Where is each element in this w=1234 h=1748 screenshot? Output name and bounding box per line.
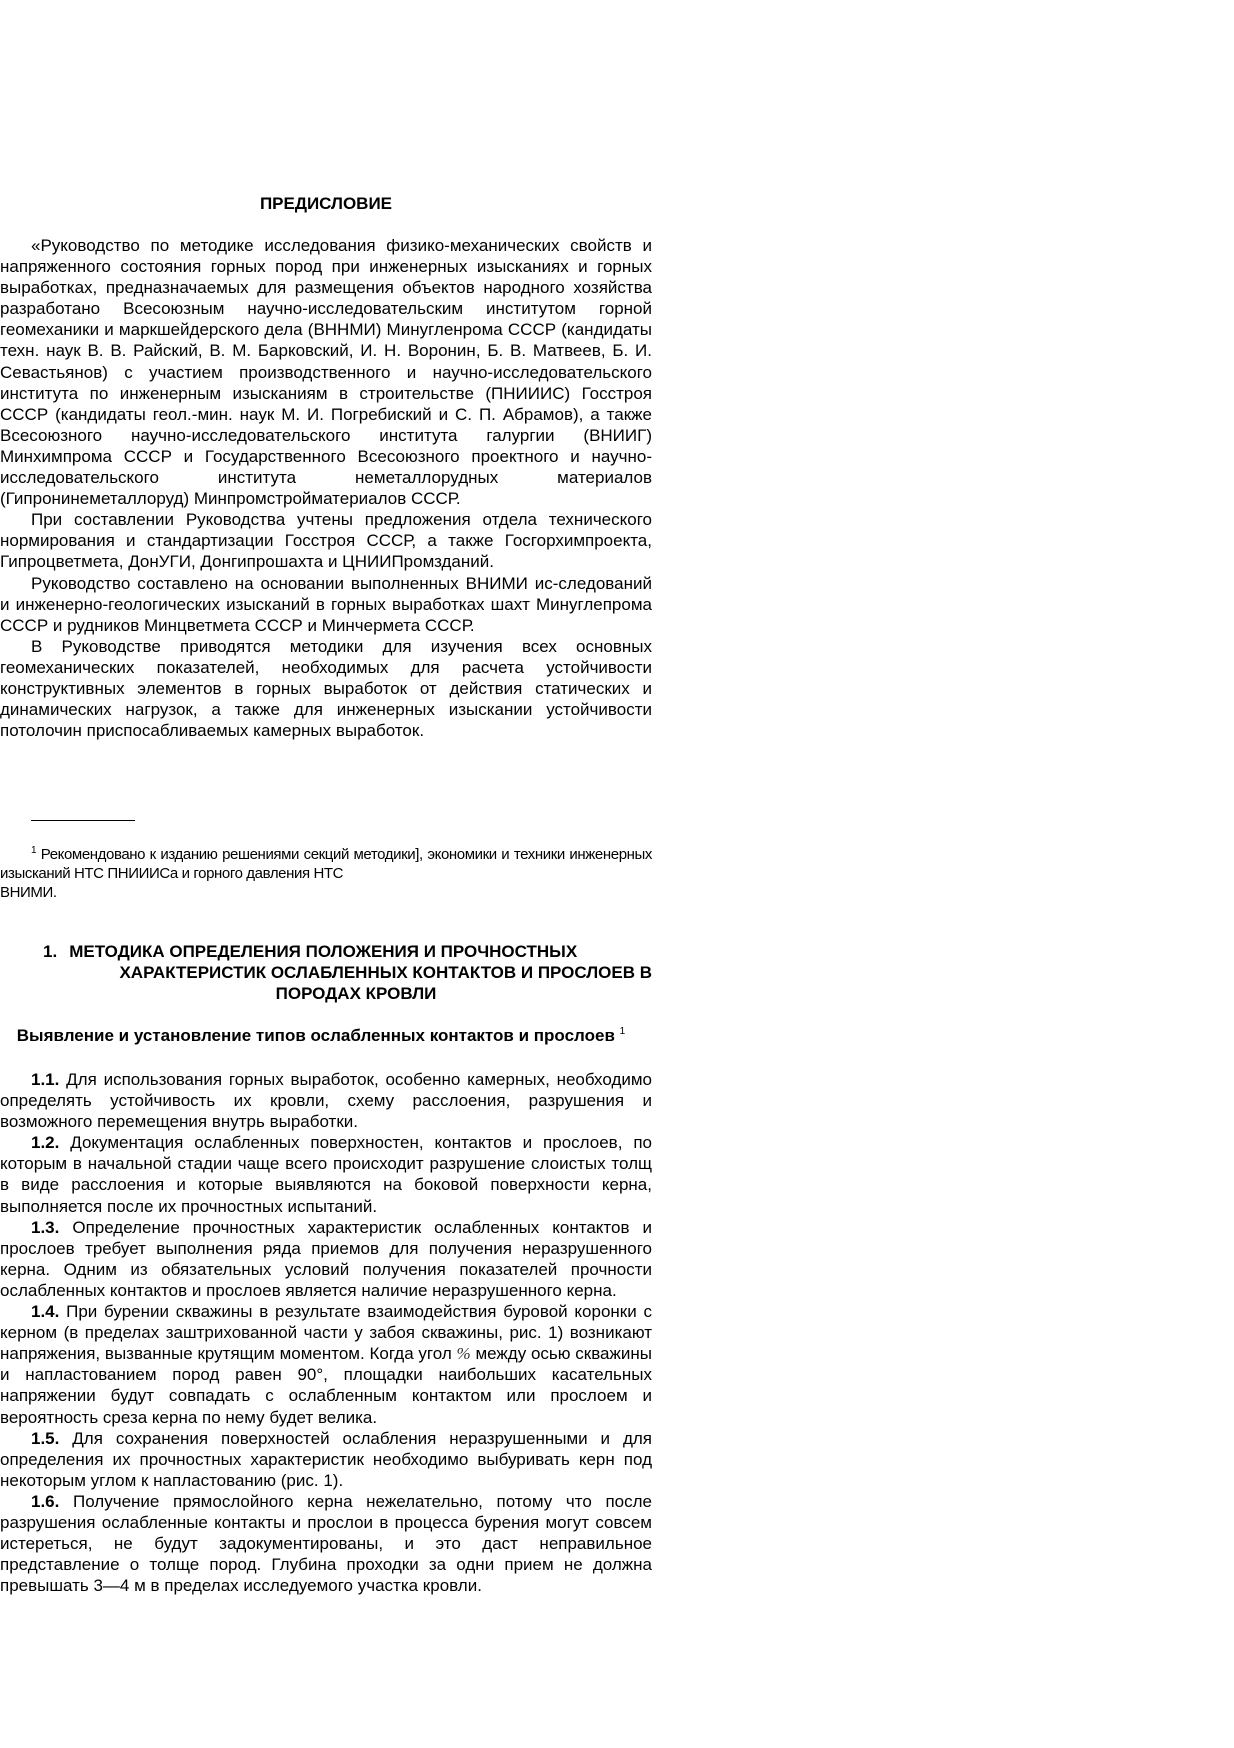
- preface-paragraph: «Руководство по методике исследования физико-механических свойств и напряженного состояния горных пород при инженерных изысканиях и горных выработках, предназначаемых для размещения объектов народного хозяйства разработано Всесоюзным научно-исследовательским институтом горной геомеханики и маркшейдерского дела (ВННМИ) Минугленрома СССР (кандидаты техн. наук В. В. Райский, В. М. Барковский, И. Н. Воронин, Б. В. Матвеев, Б. И. Севастьянов) с участием производственного и научно-исследовательского института по инженерным изысканиям в строительстве (ПНИИИС) Госстроя СССР (кандидаты геол.-мин. наук М. И. Погребиский и С. П. Абрамов), а также Всесоюзного научно-исследовательского института галургии (ВНИИГ) Минхимпрома СССР и Государственного Всесоюзного проектного и научно-исследовательского института неметаллорудных материалов (Гипронинеметаллоруд) Минпромстройматериалов СССР.: [0, 236, 652, 509]
- clause-1-3: [0, 1217, 652, 1301]
- section-heading: [0, 941, 652, 1004]
- clause-text: При бурении скважины в результате взаимодействия буровой коронки с керном (в пределах заштрихованной части у забоя скважины, рис. 1) возникают напряжения, вызванные крутящим моментом. Когда угол: [0, 1302, 652, 1364]
- clause-text: Определение прочностных характеристик ослабленных контактов и прослоев требует выполнения ряда приемов для получения неразрушенного керна. Одним из обязательных условий получения показателей прочности ослабленных контактов и прослоев является наличие неразрушенного керна.: [0, 1217, 652, 1300]
- clause-text: Документация ослабленных поверхностен, контактов и прослоев, по которым в начальной стадии чаще всего происходит разрушение слоистых толщ в виде расслоения и которые выявляются на боковой поверхности керна, выполняется после их прочностных испытаний.: [0, 1133, 652, 1216]
- clause-number: 1.3.: [31, 1217, 60, 1237]
- clause-number: 1.6.: [31, 1491, 60, 1511]
- clause-number: 1.1.: [31, 1070, 60, 1089]
- clause-1-2: [0, 1132, 652, 1216]
- footnote-marker: 1: [31, 845, 37, 856]
- clause-text: Для использования горных выработок, особенно камерных, необходимо определять устойчивость их кровли, схему расслоения, разрушения и возможного перемещения внутрь выработки.: [0, 1070, 652, 1132]
- angle-symbol: %: [456, 1344, 471, 1364]
- subsection-heading: [0, 1025, 652, 1046]
- preface-title: ПРЕДИСЛОВИЕ: [259, 194, 393, 213]
- section-heading-text1: МЕТОДИКА ОПРЕДЕЛЕНИЯ ПОЛОЖЕНИЯ И ПРОЧНОСТНЫХ: [69, 942, 578, 961]
- footnote-text: [0, 845, 652, 883]
- clause-1-1: [0, 1069, 652, 1132]
- preface-paragraph: При составлении Руководства учтены предложения отдела технического нормирования и стандартизации Госстроя СССР, а также Госгорхимпроекта, Гипроцветмета, ДонУГИ, Донгипрошахта и ЦНИИПромзданий.: [0, 510, 652, 572]
- clause-text: между осью скважины и напластованием пород равен 90°, площадки наибольших касательных напряжении будут совпадать с ослабленным контактом или прослоем и вероятность среза керна по нему будет велика.: [0, 1344, 652, 1427]
- section-heading-line2: ХАРАКТЕРИСТИК ОСЛАБЛЕННЫХ КОНТАКТОВ И ПРОСЛОЕВ В: [119, 963, 652, 982]
- subsection-heading-text: Выявление и установление типов ослабленных контактов и прослоев: [16, 1026, 615, 1045]
- clause-1-4: [0, 1301, 652, 1428]
- footnote-line1: Рекомендовано к изданию решениями секций методики], экономики и техники инженерных изысканий НТС ПНИИИСа и горного давления НТС: [0, 846, 653, 882]
- clause-text: Получение прямослойного керна нежелательно, потому что после разрушения ослабленные контакты и прослои в процесса бурения могут совсем истереться, не будут задокументированы, и это даст неправильное представление о толще пород. Глубина проходки за одни прием не должна превышать 3—4 м в пределах исследуемого участка кровли.: [0, 1491, 652, 1596]
- clauses-body: [0, 1069, 652, 1596]
- section-heading-line1: [0, 941, 652, 962]
- footnote-line2: ВНИМИ.: [0, 884, 57, 901]
- clause-number: 1.5.: [31, 1428, 60, 1448]
- clause-1-6: [0, 1491, 652, 1596]
- subsection-footnote-marker: 1: [619, 1026, 626, 1037]
- clause-text: Для сохранения поверхностей ослабления неразрушенными и для определения их прочностных характеристик необходимо выбуривать керн под некоторым углом к напластованию (рис. 1).: [0, 1428, 652, 1490]
- preface-paragraph: Руководство составлено на основании выполненных ВНИМИ ис-следований и инженерно-геологических изысканий в горных выработках шахт Минуглепрома СССР и рудников Минцветмета СССР и Минчермета СССР.: [0, 573, 652, 635]
- preface-paragraph: В Руководстве приводятся методики для изучения всех основных геомеханических показателей, необходимых для расчета устойчивости конструктивных элементов в горных выработок от действия статических и динамических нагрузок, а также для инженерных изыскании устойчивости потолочин приспосабливаемых камерных выработок.: [0, 636, 652, 741]
- section-heading-line3: ПОРОДАХ КРОВЛИ: [275, 984, 437, 1003]
- clause-1-5: [0, 1428, 652, 1491]
- clause-number: 1.4.: [31, 1302, 60, 1322]
- footnote-separator: [31, 820, 135, 821]
- preface-body: [0, 235, 652, 741]
- footnote: [0, 845, 652, 902]
- section-number: 1.: [43, 942, 58, 961]
- clause-number: 1.2.: [31, 1133, 60, 1153]
